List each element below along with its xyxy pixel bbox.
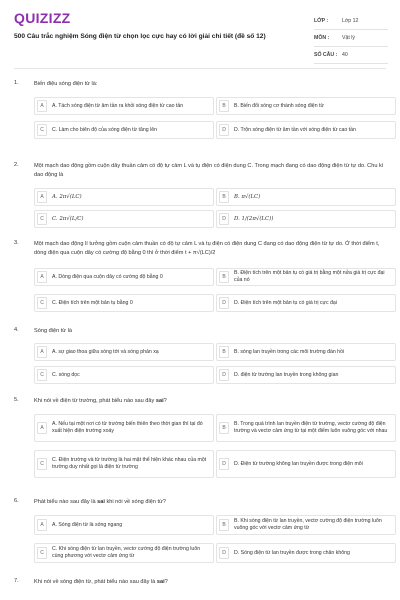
question-1 [14, 80, 386, 152]
option-letter: A [37, 271, 47, 283]
option-letter: B [219, 519, 229, 531]
question-text: Một mạch dao động lí tưởng gồm cuộn cảm thuần có độ tự cảm L và tụ điện có điện dung C đang có dao động điện từ tự do. Ở thời điểm t, dòng điện qua cuộn dây có cường độ bằng 0 thì ở thời điểm t + π√(LC)/2 [34, 241, 380, 256]
option-text: B. Biến đổi sóng cơ thành sóng điện từ [234, 102, 324, 109]
meta-value: Vật lý [342, 35, 355, 41]
option-letter: C [37, 124, 47, 136]
question-number: 2. [14, 162, 19, 168]
question-number: 4. [14, 327, 19, 333]
option-text: C. Làm cho biên độ của sóng điện từ tăng lên [52, 126, 157, 133]
option-a[interactable] [34, 414, 214, 442]
question-text-part: ? [164, 579, 168, 585]
option-letter: C [37, 458, 47, 470]
document-meta [314, 13, 388, 64]
option-c[interactable] [34, 450, 214, 478]
option-text: A. sự giao thoa giữa sóng tới và sóng phản xạ [52, 348, 159, 355]
option-letter: A [37, 422, 47, 434]
option-text: C. Điện trường và từ trường là hai mặt thể hiện khác nhau của một trường duy nhất gọi là điện từ trường [52, 457, 207, 470]
option-text: B. Khi sóng điện từ lan truyền, vectơ cường độ điện trường luôn vuông góc với vectơ cảm ứng từ [234, 518, 382, 531]
option-d[interactable] [216, 121, 396, 139]
option-text: D. Điện tích trên một bản tụ có giá trị cực đại [234, 299, 337, 306]
question-number: 5. [14, 397, 19, 403]
option-text: B. Trong quá trình lan truyền điện từ trường, vectơ cường độ điện trường và vectơ cảm ứng từ tại một điểm luôn vuông góc với nhau [234, 421, 388, 434]
question-6 [14, 498, 386, 572]
option-text: B. Điện tích trên một bản tụ có giá trị bằng một nửa giá trị cực đại của nó [234, 270, 385, 283]
option-b[interactable] [216, 414, 396, 442]
option-text: C. Khi sóng điện từ lan truyền, vectơ cường độ điện trường luôn cùng phương với vectơ cảm ứng từ [52, 546, 201, 559]
option-b[interactable] [216, 188, 396, 206]
question-text [34, 397, 384, 406]
option-text: D. Sóng điện từ lan truyền được trong chân không [234, 549, 350, 556]
option-letter: D [219, 213, 229, 225]
option-letter: B [219, 422, 229, 434]
option-b[interactable] [216, 343, 396, 361]
option-b[interactable] [216, 268, 396, 286]
option-text: A. Dòng điện qua cuộn dây có cường độ bằng 0 [52, 273, 163, 280]
quizizz-logo: QUIZIZZ [14, 10, 71, 26]
question-7 [14, 578, 386, 592]
option-c[interactable] [34, 543, 214, 563]
meta-row-grade [314, 13, 388, 30]
question-text-part: ? [163, 398, 167, 404]
question-text-part: Khi nói về sóng điện từ, phát biểu nào sau đây là [34, 579, 157, 585]
option-text: B. sóng lan truyền trong các môi trường đàn hồi [234, 348, 345, 355]
question-text-part: Khi nói về điện từ trường, phát biểu nào sau đây [34, 398, 156, 404]
option-text: A. Nếu tại một nơi có từ trường biến thiên theo thời gian thì tại đó xuất hiện điện trường xoáy [52, 421, 203, 434]
question-emphasis: sai [155, 398, 164, 404]
question-emphasis: sai [97, 499, 105, 505]
meta-value: 40 [342, 52, 348, 58]
option-d[interactable] [216, 366, 396, 384]
option-a[interactable] [34, 188, 214, 206]
option-d[interactable] [216, 294, 396, 312]
option-d[interactable] [216, 450, 396, 478]
option-text: D. điện từ trường lan truyền trong không gian [234, 371, 339, 378]
option-a[interactable] [34, 97, 214, 115]
option-b[interactable] [216, 515, 396, 535]
option-letter: A [37, 100, 47, 112]
option-text: B. π√(LC) [234, 193, 261, 200]
document-title: 500 Câu trắc nghiệm Sóng điện từ chọn lọc cực hay có lời giải chi tiết (đề số 12) [14, 33, 266, 40]
option-letter: D [219, 547, 229, 559]
question-number: 3. [14, 240, 19, 246]
option-letter: A [37, 519, 47, 531]
option-letter: C [37, 213, 47, 225]
meta-label: MÔN : [314, 35, 330, 41]
question-number: 1. [14, 80, 19, 86]
option-letter: C [37, 547, 47, 559]
option-letter: B [219, 346, 229, 358]
document-header [0, 0, 400, 68]
option-text: C. 2π√(L/C) [52, 215, 84, 222]
meta-label: LỚP : [314, 18, 329, 24]
option-d[interactable] [216, 543, 396, 563]
option-letter: D [219, 124, 229, 136]
question-text: Một mạch dao động gồm cuộn dây thuần cảm có độ tự cảm L và tụ điện có điện dung C. Trong mạch đang có dao động điện từ tự do. Chu kì dao động là [34, 163, 384, 178]
option-b[interactable] [216, 97, 396, 115]
question-5 [14, 397, 386, 485]
question-text: Sóng điện từ là [34, 328, 72, 334]
question-emphasis: sai [156, 579, 165, 585]
header-divider [14, 68, 386, 69]
option-c[interactable] [34, 210, 214, 228]
question-text-part: khi nói về sóng điện từ? [104, 499, 166, 505]
option-a[interactable] [34, 515, 214, 535]
option-text: D. 1/(2π√(LC)) [234, 215, 274, 222]
option-letter: B [219, 191, 229, 203]
meta-value: Lớp 12 [342, 18, 359, 24]
option-letter: B [219, 271, 229, 283]
question-2 [14, 162, 386, 234]
question-number: 7. [14, 578, 19, 584]
option-text: A. 2π√(LC) [52, 193, 82, 200]
option-text: D. Trộn sóng điện từ âm tần với sóng điện từ cao tần [234, 126, 356, 133]
option-text: C. sóng dọc [52, 371, 80, 378]
option-c[interactable] [34, 366, 214, 384]
meta-row-count [314, 47, 388, 64]
meta-row-subject [314, 30, 388, 47]
option-a[interactable] [34, 343, 214, 361]
question-number: 6. [14, 498, 19, 504]
meta-label: SỐ CÂU : [314, 52, 338, 58]
option-c[interactable] [34, 121, 214, 139]
option-letter: C [37, 369, 47, 381]
option-letter: A [37, 191, 47, 203]
option-a[interactable] [34, 268, 214, 286]
option-text: C. Điện tích trên một bản tụ bằng 0 [52, 299, 133, 306]
question-3 [14, 240, 386, 316]
question-text: Biến điệu sóng điện từ là: [34, 81, 98, 87]
question-text-part: Phát biểu nào sau đây là [34, 499, 98, 505]
option-text: A. Tách sóng điện từ âm tần ra khỏi sóng điện từ cao tần [52, 102, 184, 109]
option-letter: A [37, 346, 47, 358]
option-text: A. Sóng điện từ là sóng ngang [52, 521, 123, 528]
option-letter: D [219, 369, 229, 381]
option-text: D. Điện từ trường không lan truyền được trong điện môi [234, 460, 363, 467]
question-text [34, 578, 384, 587]
option-letter: B [219, 100, 229, 112]
option-letter: D [219, 458, 229, 470]
option-letter: D [219, 297, 229, 309]
option-d[interactable] [216, 210, 396, 228]
question-4 [14, 327, 386, 389]
option-letter: C [37, 297, 47, 309]
option-c[interactable] [34, 294, 214, 312]
question-text [34, 498, 384, 507]
